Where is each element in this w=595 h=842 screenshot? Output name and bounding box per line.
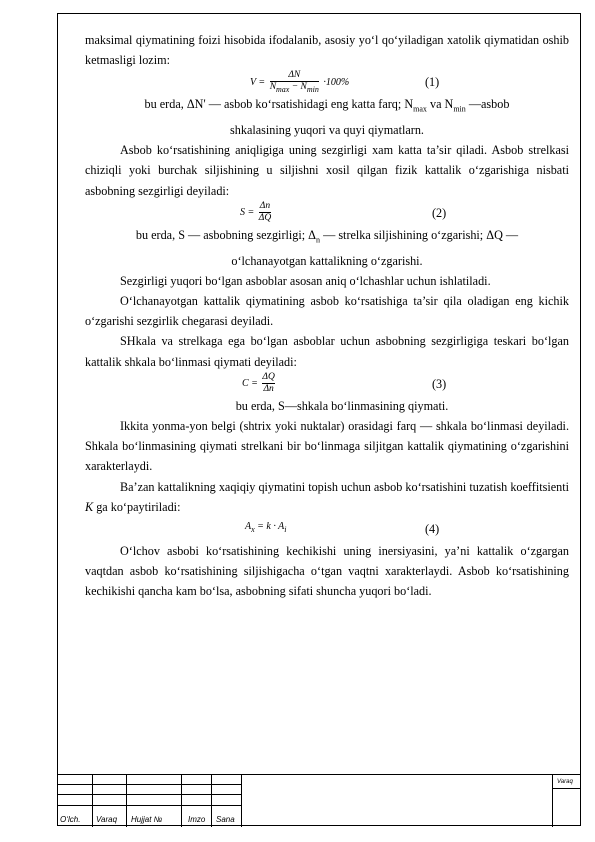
paragraph-9: Ikkita yonma-yon belgi (shtrix yoki nuktalar) orasidagi farq — shkala bo‘linmasi deyiladi. Shkala bo‘linmasining qiymati strelkani bir bo‘linmaga siljitgan kattalik qiymatining o‘zgarishini xarakterlaydi. [85, 418, 569, 474]
formula-1-number: (1) [425, 75, 440, 90]
formula-2 [85, 201, 569, 225]
p2-sub-max: max [413, 104, 427, 114]
p10-text-a: Ba’zan kattalikning xaqiqiy qiymatini topish uchun asbob ko‘rsatishini tuzatish koeffitsienti [120, 479, 569, 494]
paragraph-7: SHkala va strelkaga ega bo‘lgan asboblar uchun asbobning sezgirligiga teskari bo‘lgan kattalik shkala bo‘linmasi qiymati deyiladi: [85, 334, 569, 369]
p2-text-b: va N [426, 97, 454, 112]
formula-3-expression: C = $\frac{\Delta Q}{\Delta n}$ [242, 371, 275, 394]
paragraph-4-line-1 [85, 225, 569, 251]
formula-3 [85, 372, 569, 396]
document-body [85, 30, 569, 602]
paragraph-8: bu erda, S—shkala bo‘linmasining qiymati. [235, 398, 449, 413]
p4-text-a: bu erda, S — asbobning sezgirligi; Δ [135, 227, 317, 242]
stamp-label-sana: Sana [216, 815, 235, 824]
stamp-label-varaq: Varaq [96, 815, 118, 824]
p10-text-b: ga ko‘paytiriladi: [93, 499, 181, 514]
paragraph-3: Asbob ko‘rsatishining aniqligiga uning sezgirligi xam katta ta’sir qiladi. Asbob strelkasi chiziqli yoki burchak siljishining u siljishni xosil qilgan fizik kattalik o‘zgarishiga nisbati asbobning sezgirligi deyiladi: [85, 143, 569, 198]
p10-k: K [85, 499, 94, 514]
formula-3-number: (3) [432, 376, 447, 391]
stamp-main-field [242, 775, 553, 827]
formula-1-expression: V = $\frac{\Delta N}{N_{max} - N_{min}}$ ·100% [250, 70, 350, 95]
stamp-label-right-varaq: Varaq [557, 779, 573, 785]
formula-4-expression: $A_x = k \cdot A_i$ [245, 520, 287, 534]
stamp-right-line [553, 788, 581, 789]
stamp-label-hujjat: Hujjat № [131, 815, 163, 824]
paragraph-2-line-1 [85, 94, 569, 120]
p2-text-a: bu erda, ΔN' — asbob ko‘rsatishidagi eng katta farq; N [144, 97, 414, 112]
stamp-label-imzo: Imzo [188, 815, 206, 824]
stamp-label-olch: O‘lch. [60, 815, 81, 824]
paragraph-10 [85, 477, 569, 517]
paragraph-2-line-2: shkalasining yuqori va quyi qiymatlarn. [230, 123, 424, 138]
formula-4 [85, 517, 569, 541]
p2-sub-min: min [453, 104, 466, 114]
p4-sub-n: n [316, 235, 321, 245]
paragraph-11: O‘lchov asbobi ko‘rsatishining kechikishi uning inersiyasini, ya’ni kattalik o‘zgargan vaqtdan asbob ko‘rsatishining siljishigacha o‘tgan vaqtni xarakterlaydi. Asbob ko‘rsatishining kechikishi qancha kam bo‘lsa, asbobning sifati shuncha yuqori bo‘ladi. [85, 543, 569, 599]
paragraph-5: Sezgirligi yuqori bo‘lgan asboblar asosan aniq o‘lchashlar uchun ishlatiladi. [120, 273, 491, 288]
p4-text-b: — strelka siljishining o‘zgarishi; ΔQ — [320, 227, 519, 242]
p2-text-c: —asbob [465, 97, 510, 112]
paragraph-6: O‘lchanayotgan kattalik qiymatining asbob ko‘rsatishiga ta’sir qila oladigan eng kichik o‘zgarishi sezgirlik chegarasi deyiladi. [85, 293, 569, 329]
paragraph-4-line-2: o‘lchanayotgan kattalikning o‘zgarishi. [231, 253, 423, 268]
title-block [57, 774, 581, 827]
paragraph-1: maksimal qiymatining foizi hisobida ifodalanib, asosiy yo‘l qo‘yiladigan xatolik qiymatidan oshib ketmasligi lozim: [85, 33, 569, 68]
formula-2-expression: S = $\frac{\Delta n}{\Delta Q}$ [240, 200, 272, 223]
formula-4-number: (4) [425, 521, 440, 536]
formula-1 [85, 70, 569, 94]
formula-2-number: (2) [432, 205, 447, 220]
